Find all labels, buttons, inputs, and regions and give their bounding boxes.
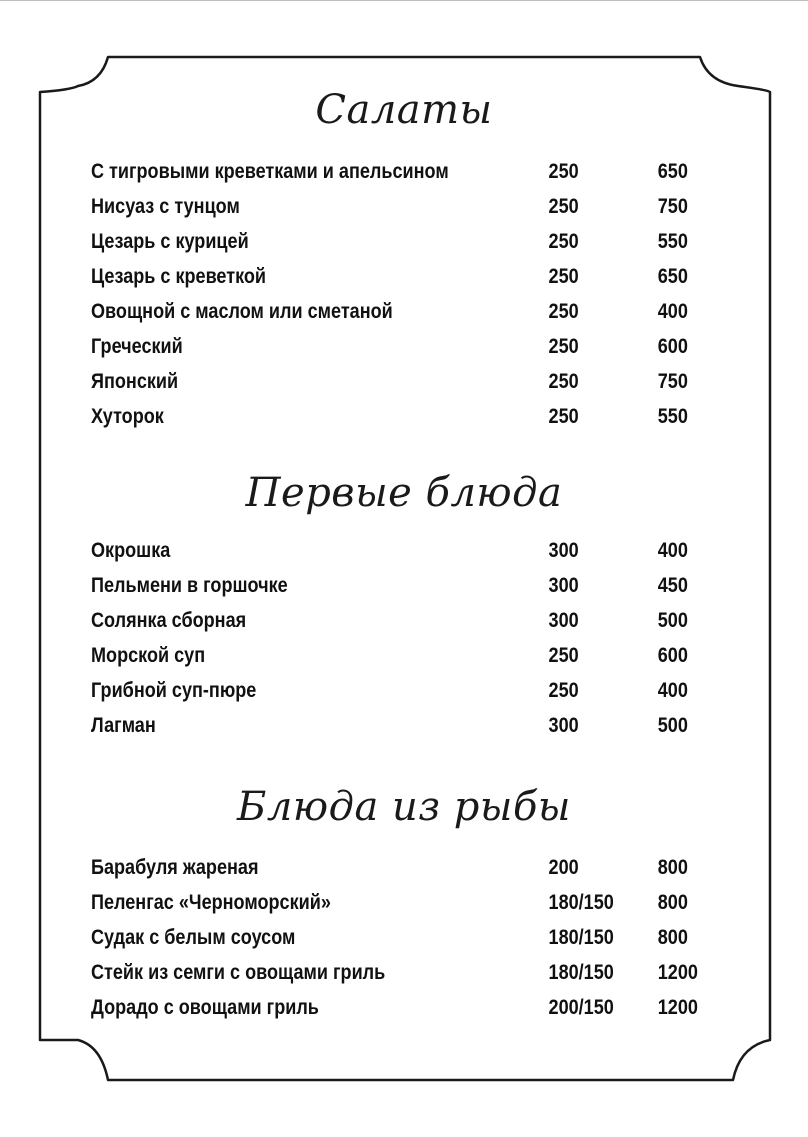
item-weight: 200/150 bbox=[548, 996, 614, 1019]
item-price: 800 bbox=[657, 856, 688, 879]
item-weight: 180/150 bbox=[548, 926, 614, 949]
item-weight: 250 bbox=[548, 160, 579, 183]
item-price: 500 bbox=[657, 609, 688, 632]
item-name: Нисуаз с тунцом bbox=[91, 195, 240, 218]
menu-item-row bbox=[91, 568, 688, 603]
item-weight: 180/150 bbox=[548, 961, 614, 984]
item-price: 650 bbox=[657, 265, 688, 288]
item-weight: 180/150 bbox=[548, 891, 614, 914]
item-price: 650 bbox=[657, 160, 688, 183]
item-name: Судак с белым соусом bbox=[91, 926, 296, 949]
item-price: 400 bbox=[657, 679, 688, 702]
item-name: Грибной суп-пюре bbox=[91, 679, 257, 702]
menu-item-row bbox=[91, 850, 688, 885]
item-price: 1200 bbox=[657, 961, 698, 984]
item-price: 450 bbox=[657, 574, 688, 597]
item-name: Стейк из семги с овощами гриль bbox=[91, 961, 386, 984]
item-name: Пеленгас «Черноморский» bbox=[91, 891, 331, 914]
menu-item-row bbox=[91, 920, 688, 955]
item-price: 550 bbox=[657, 405, 688, 428]
item-name: Цезарь с креветкой bbox=[91, 265, 267, 288]
menu-item-row bbox=[91, 224, 688, 259]
item-price: 1200 bbox=[657, 996, 698, 1019]
menu-item-row bbox=[91, 399, 688, 434]
item-weight: 250 bbox=[548, 335, 579, 358]
menu-item-row bbox=[91, 294, 688, 329]
item-weight: 200 bbox=[548, 856, 579, 879]
item-name: С тигровыми креветками и апельсином bbox=[91, 160, 449, 183]
item-price: 600 bbox=[657, 644, 688, 667]
menu-item-row bbox=[91, 329, 688, 364]
item-weight: 250 bbox=[548, 405, 579, 428]
menu-item-row bbox=[91, 364, 688, 399]
item-weight: 250 bbox=[548, 370, 579, 393]
item-price: 500 bbox=[657, 714, 688, 737]
item-weight: 250 bbox=[548, 679, 579, 702]
item-name: Пельмени в горшочке bbox=[91, 574, 288, 597]
item-weight: 300 bbox=[548, 714, 579, 737]
menu-item-row bbox=[91, 673, 688, 708]
item-name: Дорадо с овощами гриль bbox=[91, 996, 319, 1019]
item-weight: 250 bbox=[548, 265, 579, 288]
menu-item-row bbox=[91, 603, 688, 638]
item-price: 800 bbox=[657, 891, 688, 914]
item-name: Греческий bbox=[91, 335, 183, 358]
item-weight: 250 bbox=[548, 230, 579, 253]
item-weight: 300 bbox=[548, 609, 579, 632]
menu-item-row bbox=[91, 259, 688, 294]
item-weight: 250 bbox=[548, 300, 579, 323]
item-price: 400 bbox=[657, 300, 688, 323]
item-name: Хуторок bbox=[91, 405, 164, 428]
menu-item-row bbox=[91, 533, 688, 568]
item-price: 550 bbox=[657, 230, 688, 253]
menu-item-row bbox=[91, 955, 698, 990]
item-name: Солянка сборная bbox=[91, 609, 247, 632]
item-weight: 250 bbox=[548, 195, 579, 218]
item-price: 750 bbox=[657, 195, 688, 218]
menu-item-row bbox=[91, 708, 688, 743]
item-name: Цезарь с курицей bbox=[91, 230, 249, 253]
section-title-salads: Салаты bbox=[315, 87, 493, 133]
menu-item-row bbox=[91, 154, 688, 189]
item-name: Японский bbox=[91, 370, 179, 393]
section-title-first-courses: Первые блюда bbox=[245, 470, 563, 516]
menu-item-row bbox=[91, 189, 688, 224]
item-price: 750 bbox=[657, 370, 688, 393]
menu-item-row bbox=[91, 638, 688, 673]
item-name: Овощной с маслом или сметаной bbox=[91, 300, 393, 323]
item-price: 400 bbox=[657, 539, 688, 562]
menu-item-row bbox=[91, 885, 688, 920]
item-weight: 300 bbox=[548, 539, 579, 562]
item-price: 800 bbox=[657, 926, 688, 949]
item-name: Лагман bbox=[91, 714, 156, 737]
item-name: Морской суп bbox=[91, 644, 206, 667]
item-name: Барабуля жареная bbox=[91, 856, 259, 879]
item-name: Окрошка bbox=[91, 539, 171, 562]
section-title-fish-dishes: Блюда из рыбы bbox=[237, 784, 571, 830]
item-weight: 250 bbox=[548, 644, 579, 667]
item-price: 600 bbox=[657, 335, 688, 358]
menu-item-row bbox=[91, 990, 698, 1025]
item-weight: 300 bbox=[548, 574, 579, 597]
